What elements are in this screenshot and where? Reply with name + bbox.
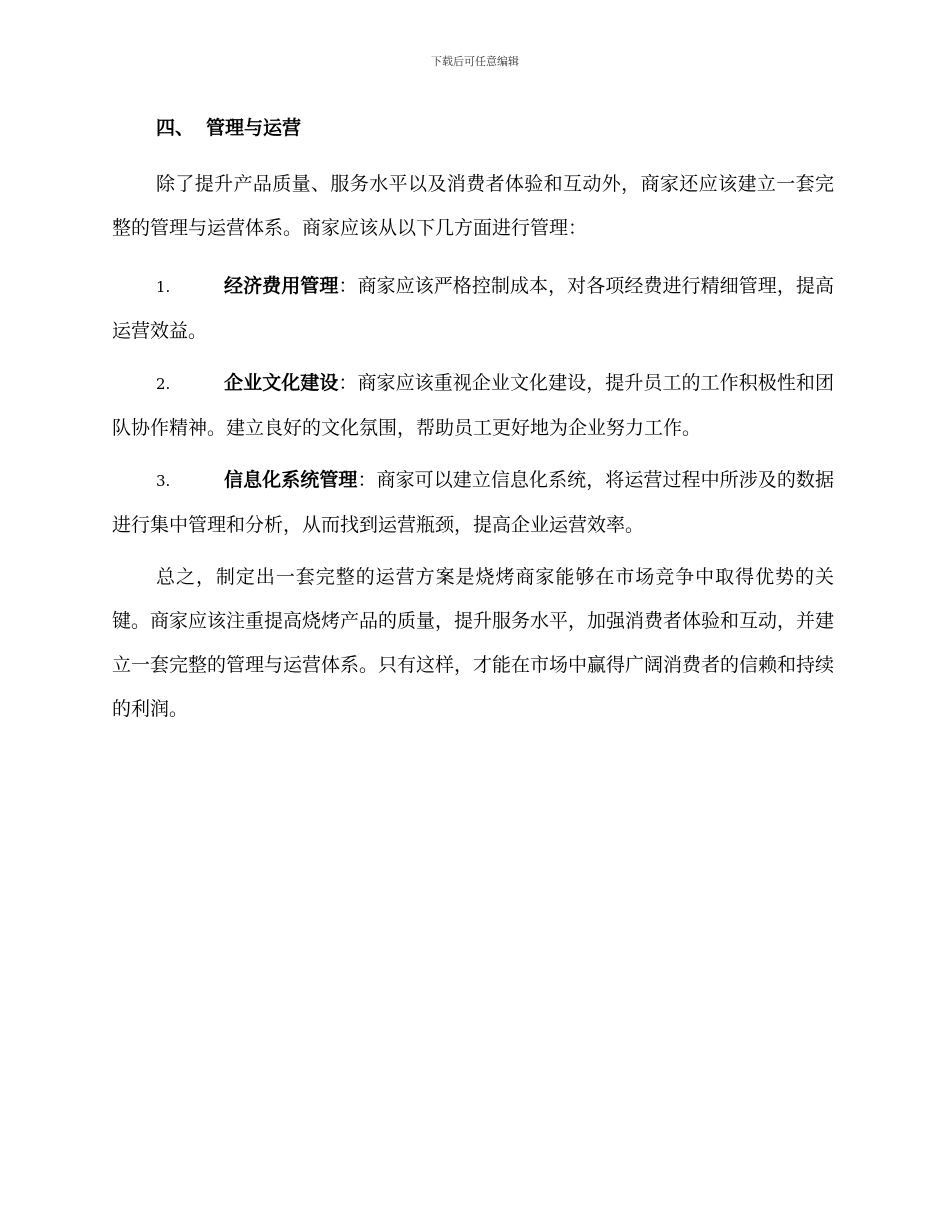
list-item-title: 企业文化建设 [224,372,339,394]
document-body [112,114,834,745]
section-number: 四、 [156,117,195,139]
list-item-body: ：商家应该严格控制成本，对各项经费进行精细管理，提高运营效益。 [112,275,834,342]
list-item-number: 1. [156,278,171,296]
conclusion-paragraph: 总之，制定出一套完整的运营方案是烧烤商家能够在市场竞争中取得优势的关键。商家应该注重提高烧烤产品的质量，提升服务水平，加强消费者体验和互动，并建立一套完整的管理与运营体系。只有这样，才能在市场中赢得广阔消费者的信赖和持续的利润。 [112,566,835,720]
list-item-number: 3. [156,472,171,490]
section-title: 管理与运营 [206,117,302,139]
list-item-3 [112,458,834,547]
list-item-1 [112,264,834,353]
section-heading [112,114,834,142]
page-header: 下载后可任意编辑 [431,55,519,68]
list-item-body: ：商家应该重视企业文化建设，提升员工的工作积极性和团队协作精神。建立良好的文化氛围，帮助员工更好地为企业努力工作。 [112,372,834,439]
list-item-title: 经济费用管理 [224,275,339,297]
list-item-title: 信息化系统管理 [224,469,358,491]
list-item-body: ：商家可以建立信息化系统，将运营过程中所涉及的数据进行集中管理和分析，从而找到运营瓶颈，提高企业运营效率。 [112,469,834,536]
list-item-number: 2. [156,375,171,393]
list-item-2 [112,361,834,450]
intro-paragraph: 除了提升产品质量、服务水平以及消费者体验和互动外，商家还应该建立一套完整的管理与运营体系。商家应该从以下几方面进行管理： [112,173,834,239]
